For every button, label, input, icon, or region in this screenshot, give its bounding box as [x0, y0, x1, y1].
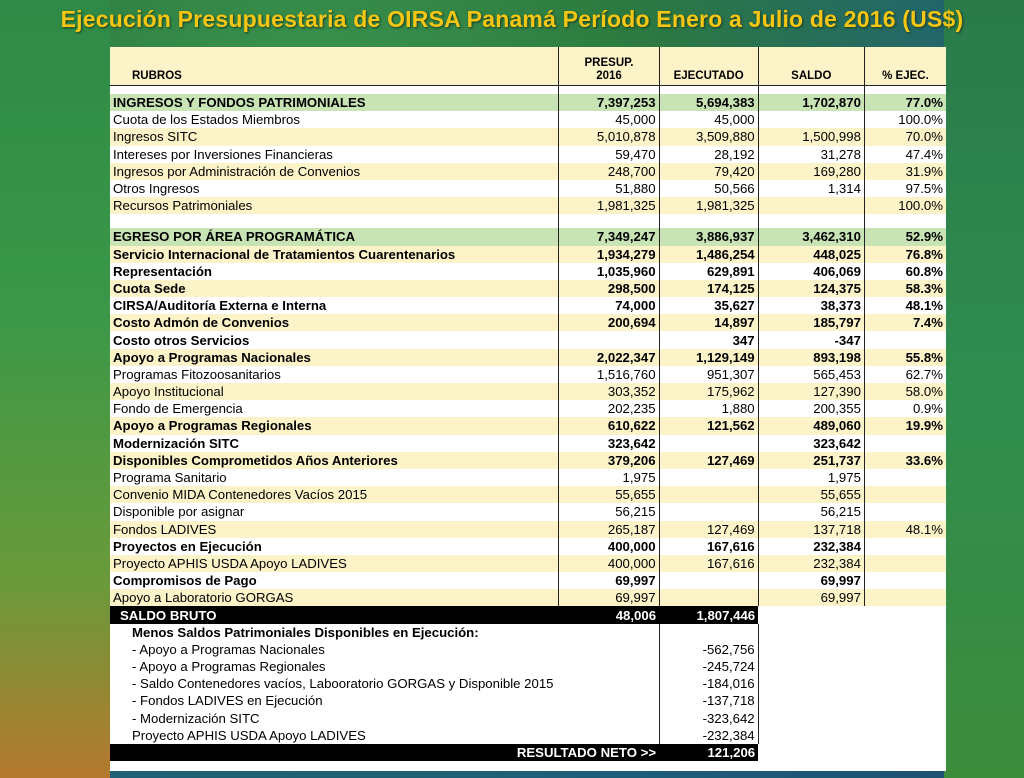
egresos-subitem-row — [110, 366, 946, 383]
ejecutado-value: 35,627 — [659, 297, 758, 314]
resultado-neto-row — [110, 744, 946, 761]
menos-item-label: Proyecto APHIS USDA Apoyo LADIVES — [110, 727, 659, 744]
background-left-panel — [0, 0, 110, 778]
presup-value: 1,516,760 — [559, 366, 659, 383]
row-label: Programas Fitozoosanitarios — [110, 366, 559, 383]
egresos-group-row — [110, 417, 946, 434]
presup-value: 56,215 — [559, 503, 659, 520]
pct-value: 52.9% — [864, 228, 946, 245]
presup-value: 248,700 — [559, 163, 659, 180]
menos-item-label: - Saldo Contenedores vacíos, Labooratorio GORGAS y Disponible 2015 — [110, 675, 659, 692]
pct-value: 60.8% — [864, 263, 946, 280]
saldo-value: 489,060 — [758, 417, 864, 434]
saldo-value: 200,355 — [758, 400, 864, 417]
row-label: Costo Admón de Convenios — [110, 314, 559, 331]
ingresos-item-row — [110, 163, 946, 180]
saldo-value — [758, 111, 864, 128]
menos-item-label: - Apoyo a Programas Regionales — [110, 658, 659, 675]
ejecutado-value: 167,616 — [659, 538, 758, 555]
header-presup-line2: 2016 — [596, 70, 622, 82]
egresos-total-row — [110, 228, 946, 245]
menos-saldos-label: Menos Saldos Patrimoniales Disponibles en Ejecución: — [110, 624, 559, 641]
row-label: EGRESO POR ÁREA PROGRAMÁTICA — [110, 228, 559, 245]
pct-value: 100.0% — [864, 197, 946, 214]
ejecutado-value — [659, 589, 758, 606]
pct-value — [864, 555, 946, 572]
saldo-value: 31,278 — [758, 146, 864, 163]
spacer-cell — [758, 86, 864, 95]
egresos-group-row — [110, 572, 946, 589]
ejecutado-value: 951,307 — [659, 366, 758, 383]
presup-value: 55,655 — [559, 486, 659, 503]
row-label: Apoyo Institucional — [110, 383, 559, 400]
row-label: Fondos LADIVES — [110, 521, 559, 538]
pct-value: 58.3% — [864, 280, 946, 297]
table-header-row — [110, 47, 946, 86]
row-label: Intereses por Inversiones Financieras — [110, 146, 559, 163]
pct-value: 62.7% — [864, 366, 946, 383]
presup-value: 69,997 — [559, 589, 659, 606]
pct-value — [864, 572, 946, 589]
saldo-value: 55,655 — [758, 486, 864, 503]
ejecutado-value: 28,192 — [659, 146, 758, 163]
egresos-subitem-row — [110, 589, 946, 606]
ejecutado-value: 1,880 — [659, 400, 758, 417]
blank-cell — [864, 641, 946, 658]
saldo-value: -347 — [758, 331, 864, 348]
saldo-value: 69,997 — [758, 589, 864, 606]
saldo-value: 323,642 — [758, 435, 864, 452]
pct-value: 33.6% — [864, 452, 946, 469]
saldo-bruto-ejecutado: 1,807,446 — [659, 606, 758, 623]
row-label: Recursos Patrimoniales — [110, 197, 559, 214]
egresos-subitem-row — [110, 400, 946, 417]
ingresos-item-row — [110, 180, 946, 197]
egresos-group-row — [110, 263, 946, 280]
row-label: Convenio MIDA Contenedores Vacíos 2015 — [110, 486, 559, 503]
presup-value — [559, 331, 659, 348]
blank-cell — [758, 727, 864, 744]
ejecutado-value: 174,125 — [659, 280, 758, 297]
row-label: INGRESOS Y FONDOS PATRIMONIALES — [110, 94, 559, 111]
pct-value: 100.0% — [864, 111, 946, 128]
row-label: Proyecto APHIS USDA Apoyo LADIVES — [110, 555, 559, 572]
spacer-cell — [559, 86, 659, 95]
egresos-group-row — [110, 538, 946, 555]
menos-item-label: - Modernización SITC — [110, 710, 659, 727]
presup-value: 5,010,878 — [559, 128, 659, 145]
ejecutado-value: 127,469 — [659, 521, 758, 538]
ejecutado-value: 167,616 — [659, 555, 758, 572]
menos-saldos-header-row — [110, 624, 946, 641]
menos-item-value: -323,642 — [659, 710, 758, 727]
saldo-value: 169,280 — [758, 163, 864, 180]
saldo-value: 1,702,870 — [758, 94, 864, 111]
resultado-neto-label: RESULTADO NETO >> — [110, 744, 659, 761]
spacer-cell — [559, 214, 659, 228]
blank-cell — [758, 675, 864, 692]
presup-value: 1,981,325 — [559, 197, 659, 214]
pct-value: 19.9% — [864, 417, 946, 434]
menos-item-value: -137,718 — [659, 692, 758, 709]
saldo-value: 124,375 — [758, 280, 864, 297]
pct-value — [864, 589, 946, 606]
saldo-value: 251,737 — [758, 452, 864, 469]
saldo-value: 406,069 — [758, 263, 864, 280]
menos-item-row — [110, 692, 946, 709]
saldo-value: 1,500,998 — [758, 128, 864, 145]
row-label: Apoyo a Laboratorio GORGAS — [110, 589, 559, 606]
egresos-group-row — [110, 435, 946, 452]
presup-value: 400,000 — [559, 538, 659, 555]
pct-value — [864, 435, 946, 452]
row-label: Programa Sanitario — [110, 469, 559, 486]
row-label: Ingresos SITC — [110, 128, 559, 145]
ejecutado-value: 50,566 — [659, 180, 758, 197]
presup-value: 51,880 — [559, 180, 659, 197]
saldo-bruto-row — [110, 606, 946, 623]
menos-item-value: -184,016 — [659, 675, 758, 692]
row-label: Representación — [110, 263, 559, 280]
ejecutado-value: 347 — [659, 331, 758, 348]
egresos-group-row — [110, 331, 946, 348]
presup-value: 1,975 — [559, 469, 659, 486]
saldo-value: 232,384 — [758, 538, 864, 555]
menos-item-row — [110, 675, 946, 692]
header-presup-line1: PRESUP. — [584, 57, 634, 69]
row-label: Otros Ingresos — [110, 180, 559, 197]
row-label: Fondo de Emergencia — [110, 400, 559, 417]
ejecutado-value: 5,694,383 — [659, 94, 758, 111]
egresos-group-row — [110, 349, 946, 366]
blank-cell — [864, 624, 946, 641]
pct-value: 97.5% — [864, 180, 946, 197]
saldo-value: 69,997 — [758, 572, 864, 589]
pct-value: 31.9% — [864, 163, 946, 180]
row-label: Disponibles Comprometidos Años Anteriores — [110, 452, 559, 469]
presup-value: 74,000 — [559, 297, 659, 314]
egresos-subitem-row — [110, 503, 946, 520]
ejecutado-value: 14,897 — [659, 314, 758, 331]
presup-value: 7,349,247 — [559, 228, 659, 245]
presup-value: 59,470 — [559, 146, 659, 163]
saldo-value: 893,198 — [758, 349, 864, 366]
blank-cell — [758, 606, 864, 623]
egresos-group-row — [110, 280, 946, 297]
ejecutado-value: 45,000 — [659, 111, 758, 128]
saldo-value: 38,373 — [758, 297, 864, 314]
pct-value — [864, 469, 946, 486]
slide-title: Ejecución Presupuestaria de OIRSA Panamá Período Enero a Julio de 2016 (US$) — [60, 6, 964, 32]
blank-cell — [559, 624, 659, 641]
row-label: Servicio Internacional de Tratamientos Cuarentenarios — [110, 246, 559, 263]
ingresos-item-row — [110, 197, 946, 214]
saldo-value: 185,797 — [758, 314, 864, 331]
presup-value: 1,934,279 — [559, 246, 659, 263]
ejecutado-value: 3,886,937 — [659, 228, 758, 245]
background-right-panel — [944, 0, 1024, 778]
pct-value: 48.1% — [864, 297, 946, 314]
row-label: CIRSA/Auditoría Externa e Interna — [110, 297, 559, 314]
saldo-value: 565,453 — [758, 366, 864, 383]
ejecutado-value — [659, 486, 758, 503]
presup-value: 1,035,960 — [559, 263, 659, 280]
spacer-cell — [758, 214, 864, 228]
presup-value: 2,022,347 — [559, 349, 659, 366]
presup-value: 323,642 — [559, 435, 659, 452]
egresos-subitem-row — [110, 521, 946, 538]
menos-item-label: - Fondos LADIVES en Ejecución — [110, 692, 659, 709]
pct-value: 77.0% — [864, 94, 946, 111]
blank-cell — [758, 744, 864, 761]
row-label: Costo otros Servicios — [110, 331, 559, 348]
presup-value: 298,500 — [559, 280, 659, 297]
menos-item-row — [110, 727, 946, 744]
spacer-cell — [110, 214, 559, 228]
header-pct: % EJEC. — [864, 47, 946, 86]
pct-value: 76.8% — [864, 246, 946, 263]
blank-cell — [659, 624, 758, 641]
blank-cell — [758, 641, 864, 658]
blank-cell — [864, 744, 946, 761]
menos-item-label: - Apoyo a Programas Nacionales — [110, 641, 659, 658]
row-label: Modernización SITC — [110, 435, 559, 452]
blank-cell — [864, 692, 946, 709]
ejecutado-value: 629,891 — [659, 263, 758, 280]
saldo-bruto-label: SALDO BRUTO — [110, 606, 559, 623]
presup-value: 69,997 — [559, 572, 659, 589]
spacer-cell — [864, 86, 946, 95]
row-label: Ingresos por Administración de Convenios — [110, 163, 559, 180]
pct-value — [864, 538, 946, 555]
ingresos-total-row — [110, 94, 946, 111]
presup-value: 45,000 — [559, 111, 659, 128]
presup-value: 610,622 — [559, 417, 659, 434]
saldo-value — [758, 197, 864, 214]
blank-cell — [758, 624, 864, 641]
spacer-cell — [864, 214, 946, 228]
pct-value: 58.0% — [864, 383, 946, 400]
row-label: Disponible por asignar — [110, 503, 559, 520]
saldo-bruto-presup: 48,006 — [559, 606, 659, 623]
row-label: Cuota Sede — [110, 280, 559, 297]
pct-value — [864, 486, 946, 503]
egresos-group-row — [110, 246, 946, 263]
presup-value: 400,000 — [559, 555, 659, 572]
menos-item-row — [110, 710, 946, 727]
menos-item-row — [110, 658, 946, 675]
ejecutado-value: 1,129,149 — [659, 349, 758, 366]
header-ejecutado: EJECUTADO — [659, 47, 758, 86]
egresos-group-row — [110, 314, 946, 331]
header-rubros: RUBROS — [110, 47, 559, 86]
pct-value: 47.4% — [864, 146, 946, 163]
blank-cell — [864, 710, 946, 727]
blank-cell — [758, 692, 864, 709]
presup-value: 265,187 — [559, 521, 659, 538]
ejecutado-value — [659, 572, 758, 589]
menos-item-value: -232,384 — [659, 727, 758, 744]
spacer-row — [110, 214, 946, 228]
egresos-subitem-row — [110, 486, 946, 503]
menos-item-value: -245,724 — [659, 658, 758, 675]
ingresos-item-row — [110, 146, 946, 163]
ejecutado-value: 121,562 — [659, 417, 758, 434]
row-label: Cuota de los Estados Miembros — [110, 111, 559, 128]
row-label: Apoyo a Programas Regionales — [110, 417, 559, 434]
egresos-subitem-row — [110, 383, 946, 400]
ingresos-item-row — [110, 111, 946, 128]
spacer-row — [110, 86, 946, 95]
pct-value — [864, 331, 946, 348]
blank-cell — [864, 727, 946, 744]
saldo-value: 1,314 — [758, 180, 864, 197]
budget-spreadsheet — [110, 47, 946, 771]
presup-value: 379,206 — [559, 452, 659, 469]
ejecutado-value: 79,420 — [659, 163, 758, 180]
pct-value: 7.4% — [864, 314, 946, 331]
spacer-cell — [110, 86, 559, 95]
saldo-value: 232,384 — [758, 555, 864, 572]
egresos-subitem-row — [110, 555, 946, 572]
blank-cell — [758, 658, 864, 675]
ejecutado-value: 175,962 — [659, 383, 758, 400]
saldo-value: 3,462,310 — [758, 228, 864, 245]
blank-cell — [864, 675, 946, 692]
header-saldo: SALDO — [758, 47, 864, 86]
presup-value: 7,397,253 — [559, 94, 659, 111]
ingresos-item-row — [110, 128, 946, 145]
presup-value: 303,352 — [559, 383, 659, 400]
ejecutado-value: 3,509,880 — [659, 128, 758, 145]
blank-cell — [864, 606, 946, 623]
presup-value: 202,235 — [559, 400, 659, 417]
row-label: Apoyo a Programas Nacionales — [110, 349, 559, 366]
menos-item-row — [110, 641, 946, 658]
blank-cell — [864, 658, 946, 675]
saldo-value: 137,718 — [758, 521, 864, 538]
ejecutado-value — [659, 435, 758, 452]
saldo-value: 448,025 — [758, 246, 864, 263]
ejecutado-value: 127,469 — [659, 452, 758, 469]
pct-value: 70.0% — [864, 128, 946, 145]
row-label: Proyectos en Ejecución — [110, 538, 559, 555]
presup-value: 200,694 — [559, 314, 659, 331]
budget-table — [110, 47, 946, 761]
blank-cell — [758, 710, 864, 727]
spacer-cell — [659, 86, 758, 95]
egresos-group-row — [110, 297, 946, 314]
pct-value — [864, 503, 946, 520]
ejecutado-value: 1,981,325 — [659, 197, 758, 214]
header-presup — [559, 47, 659, 86]
ejecutado-value — [659, 469, 758, 486]
pct-value: 55.8% — [864, 349, 946, 366]
egresos-subitem-row — [110, 469, 946, 486]
spacer-cell — [659, 214, 758, 228]
pct-value: 0.9% — [864, 400, 946, 417]
menos-item-value: -562,756 — [659, 641, 758, 658]
pct-value: 48.1% — [864, 521, 946, 538]
saldo-value: 56,215 — [758, 503, 864, 520]
resultado-neto-value: 121,206 — [659, 744, 758, 761]
ejecutado-value — [659, 503, 758, 520]
ejecutado-value: 1,486,254 — [659, 246, 758, 263]
egresos-group-row — [110, 452, 946, 469]
saldo-value: 1,975 — [758, 469, 864, 486]
row-label: Compromisos de Pago — [110, 572, 559, 589]
saldo-value: 127,390 — [758, 383, 864, 400]
